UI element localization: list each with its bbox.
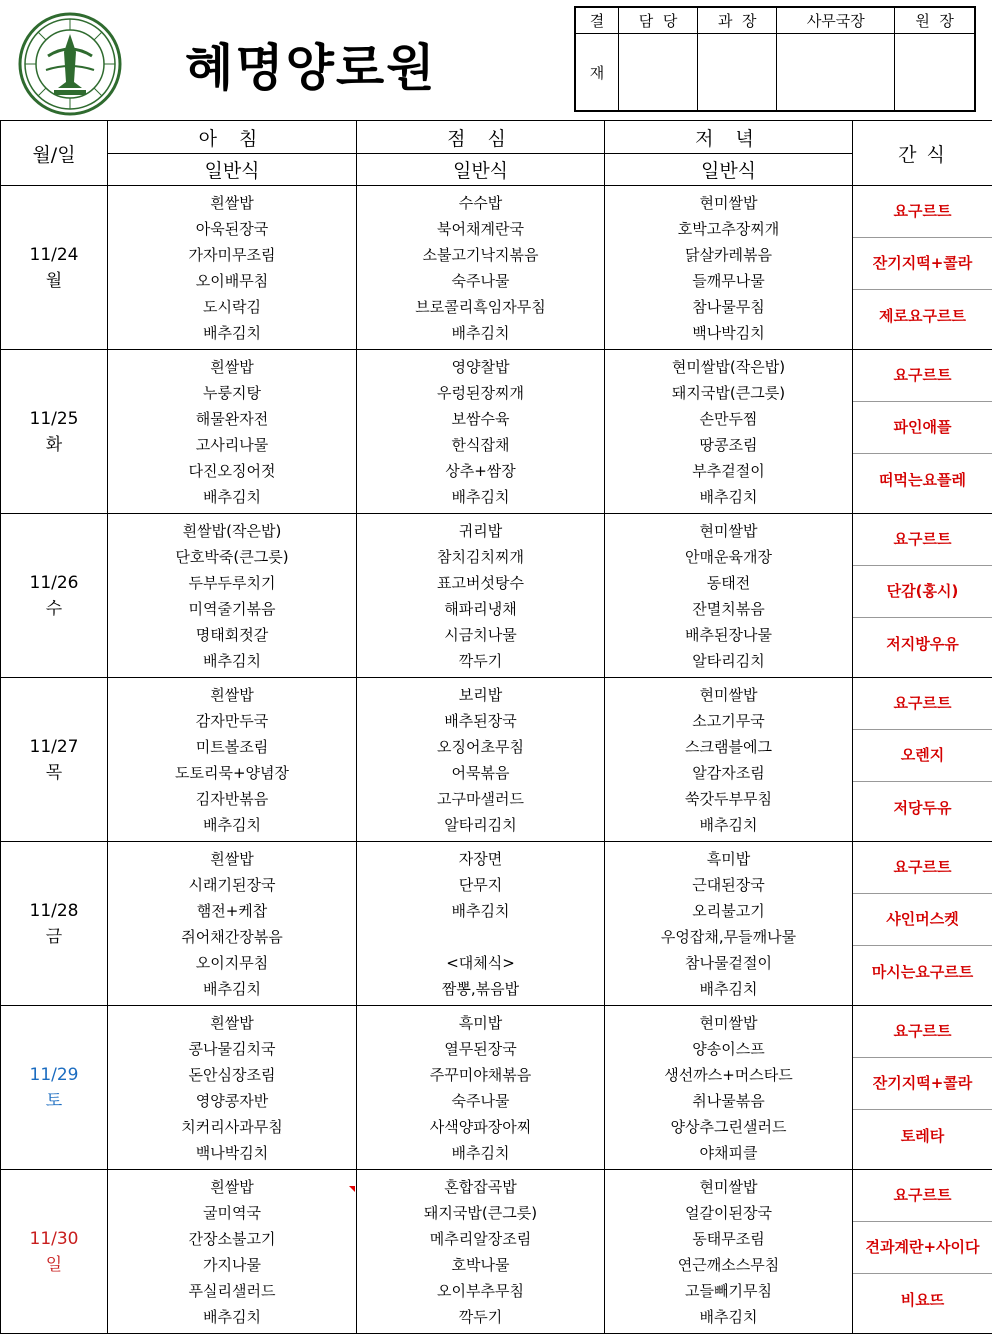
menu-item: 한식잡채 — [451, 435, 510, 454]
menu-item: 숙주나물 — [451, 271, 510, 290]
date-cell — [1, 1170, 108, 1334]
menu-item: 현미쌀밥 — [699, 521, 758, 540]
menu-item: 미역줄기볶음 — [188, 599, 276, 618]
menu-item: 배추김치 — [203, 487, 261, 506]
menu-item: 동태무조림 — [692, 1229, 765, 1248]
facility-title: 혜명양로원 — [185, 39, 437, 97]
snack-item: 요구르트 — [853, 678, 992, 730]
dinner-cell — [605, 842, 853, 1006]
menu-item: 영양찰밥 — [451, 357, 510, 376]
menu-item: 짬뽕,볶음밥 — [441, 979, 520, 998]
snack-cell — [853, 1006, 992, 1170]
snack-cell — [853, 1170, 992, 1334]
snack-item: 제로요구르트 — [879, 306, 966, 325]
weekly-menu-table — [0, 120, 992, 1334]
menu-item: 알타리김치 — [444, 815, 517, 834]
menu-item: 알타리김치 — [692, 651, 765, 670]
day-date: 11/28 — [29, 900, 79, 921]
day-row — [1, 842, 992, 1006]
menu-item: 흰쌀밥 — [210, 1013, 254, 1032]
menu-item: 주꾸미야채볶음 — [429, 1065, 532, 1084]
menu-item: 푸실리샐러드 — [188, 1281, 276, 1300]
menu-item: 호박고추장찌개 — [677, 219, 780, 238]
day-row — [1, 514, 992, 678]
menu-item: 배추된장나물 — [685, 625, 772, 644]
menu-item: 들깨무나물 — [692, 271, 765, 290]
menu-item: 흰쌀밥 — [210, 849, 254, 868]
day-row — [1, 1170, 992, 1334]
menu-item: 현미쌀밥 — [699, 193, 758, 212]
approval-side-label: 결 — [575, 7, 619, 34]
lunch-cell — [357, 1006, 605, 1170]
menu-item: 치커리사과무침 — [181, 1117, 283, 1136]
menu-item: 참치김치찌개 — [437, 547, 524, 566]
menu-item: 고구마샐러드 — [437, 789, 524, 808]
lunch-cell — [357, 186, 605, 350]
breakfast-cell — [108, 678, 357, 842]
date-cell — [1, 514, 108, 678]
menu-item: 생선까스+머스타드 — [664, 1065, 793, 1084]
menu-item: 근대된장국 — [692, 875, 765, 894]
menu-item: 흰쌀밥(작은밥) — [182, 521, 282, 540]
menu-item: 혼합잡곡밥 — [444, 1177, 517, 1196]
lunch-cell — [357, 678, 605, 842]
menu-item: 가자미무조림 — [188, 245, 276, 264]
lunch-cell — [357, 350, 605, 514]
date-cell — [1, 842, 108, 1006]
menu-item: 흰쌀밥 — [210, 1177, 254, 1196]
day-weekday: 금 — [45, 926, 63, 947]
menu-item: 참나물무침 — [692, 297, 765, 316]
menu-item: 쑥갓두부무침 — [685, 789, 772, 808]
snack-item: 요구르트 — [853, 842, 992, 894]
menu-item: 김자반볶음 — [195, 789, 269, 808]
menu-item: 오징어초무침 — [437, 737, 524, 756]
menu-item: 자장면 — [458, 849, 503, 868]
meal-type-label: 일반식 — [108, 154, 357, 186]
meal-type-label: 일반식 — [357, 154, 605, 186]
menu-item: 배추김치 — [451, 323, 510, 342]
menu-item: 깍두기 — [458, 1307, 503, 1326]
lunch-header: 점 심 — [357, 121, 605, 154]
menu-item: 배추김치 — [699, 487, 758, 506]
menu-item: 동태전 — [706, 573, 751, 592]
menu-item: 귀리밥 — [458, 521, 503, 540]
menu-item: 흰쌀밥 — [210, 193, 254, 212]
menu-item — [357, 924, 604, 950]
lunch-cell — [357, 1170, 605, 1334]
menu-item: 호박나물 — [451, 1255, 510, 1274]
menu-item: 배추김치 — [451, 901, 510, 920]
day-weekday: 일 — [45, 1254, 63, 1275]
dinner-cell — [605, 186, 853, 350]
menu-item: 다진오징어젓 — [188, 461, 276, 480]
snack-item: 샤인머스켓 — [853, 894, 992, 946]
menu-item: 백나박김치 — [692, 323, 765, 342]
snack-item: 단감(홍시) — [853, 566, 992, 618]
menu-item: 닭살카레볶음 — [685, 245, 772, 264]
menu-item: 해파리냉채 — [444, 599, 517, 618]
date-cell — [1, 1006, 108, 1170]
snack-item: 요구르트 — [853, 1006, 992, 1058]
menu-item: 고들빼기무침 — [685, 1281, 772, 1300]
snack-cell — [853, 842, 992, 1006]
day-row — [1, 1006, 992, 1170]
menu-item: 참나물겉절이 — [685, 953, 772, 972]
menu-item: 땅콩조림 — [699, 435, 758, 454]
menu-item: 알감자조림 — [692, 763, 765, 782]
menu-item: 누룽지탕 — [203, 383, 261, 402]
menu-item: 배추김치 — [699, 1307, 758, 1326]
dinner-cell — [605, 678, 853, 842]
menu-item: 배추김치 — [203, 979, 261, 998]
menu-item: 현미쌀밥(작은밥) — [671, 357, 786, 376]
menu-item: 콩나물김치국 — [188, 1039, 276, 1058]
dinner-cell — [605, 350, 853, 514]
menu-item: 북어채계란국 — [437, 219, 524, 238]
snack-item: 잔기지떡+콜라 — [853, 238, 992, 290]
menu-item: 가지나물 — [203, 1255, 261, 1274]
menu-item: 돼지국밥(큰그릇) — [671, 383, 786, 402]
snack-column-header: 간 식 — [853, 121, 992, 186]
day-date: 11/25 — [29, 408, 79, 429]
menu-item: 사색양파장아찌 — [429, 1117, 532, 1136]
menu-item: 영양콩자반 — [195, 1091, 269, 1110]
menu-item: 현미쌀밥 — [699, 685, 758, 704]
menu-item: 우렁된장찌개 — [437, 383, 524, 402]
lunch-cell — [357, 514, 605, 678]
menu-item: 현미쌀밥 — [699, 1013, 758, 1032]
approval-signature-cell[interactable] — [619, 34, 698, 112]
menu-item: 두부두루치기 — [188, 573, 276, 592]
menu-item: 돼지국밥(큰그릇) — [423, 1203, 538, 1222]
lunch-cell — [357, 842, 605, 1006]
menu-item: 양송이스프 — [692, 1039, 765, 1058]
menu-item: 감자만두국 — [195, 711, 269, 730]
date-cell — [1, 350, 108, 514]
menu-item: 열무된장국 — [444, 1039, 517, 1058]
menu-item: 소불고기낙지볶음 — [422, 245, 539, 264]
dinner-cell — [605, 1006, 853, 1170]
menu-item: 배추김치 — [699, 979, 758, 998]
approval-role: 사무국장 — [777, 7, 895, 34]
snack-cell — [853, 514, 992, 678]
approval-box — [574, 6, 976, 112]
menu-item: 고사리나물 — [195, 435, 269, 454]
menu-item: 쥐어채간장볶음 — [181, 927, 283, 946]
menu-item: 흑미밥 — [706, 849, 751, 868]
menu-item: 배추김치 — [203, 651, 261, 670]
date-cell — [1, 186, 108, 350]
day-date: 11/29 — [29, 1064, 79, 1085]
menu-item: 배추김치 — [451, 487, 510, 506]
menu-item: 안매운육개장 — [685, 547, 772, 566]
breakfast-cell — [108, 1006, 357, 1170]
menu-item: 시래기된장국 — [188, 875, 276, 894]
menu-item: 소고기무국 — [692, 711, 765, 730]
menu-item: 시금치나물 — [444, 625, 517, 644]
menu-item: 도시락김 — [203, 297, 261, 316]
day-weekday: 화 — [45, 434, 63, 455]
dinner-cell — [605, 1170, 853, 1334]
menu-item: 오리불고기 — [692, 901, 765, 920]
menu-item: 흰쌀밥 — [210, 685, 254, 704]
menu-item: 배추김치 — [203, 815, 261, 834]
breakfast-cell — [108, 1170, 357, 1334]
day-date: 11/30 — [29, 1228, 79, 1249]
emblem-logo-icon — [18, 12, 122, 116]
approval-signature-cell[interactable] — [777, 34, 895, 112]
menu-item: 얼갈이된장국 — [685, 1203, 772, 1222]
menu-item: 미트볼조림 — [195, 737, 269, 756]
meal-type-label: 일반식 — [605, 154, 853, 186]
snack-item: 파인애플 — [853, 402, 992, 454]
menu-item: 보쌈수육 — [451, 409, 510, 428]
snack-item: 견과계란+사이다 — [853, 1222, 992, 1274]
comment-marker-icon — [349, 1186, 355, 1192]
menu-item: 해물완자전 — [195, 409, 269, 428]
snack-item: 비요뜨 — [900, 1290, 945, 1309]
menu-item: 양상추그린샐러드 — [670, 1117, 787, 1136]
menu-item: 보리밥 — [458, 685, 503, 704]
day-weekday: 목 — [45, 762, 63, 783]
menu-item: 배추김치 — [699, 815, 758, 834]
menu-item: 잔멸치볶음 — [692, 599, 765, 618]
snack-item: 마시는요구르트 — [871, 962, 974, 981]
menu-item: 메추리알장조림 — [429, 1229, 532, 1248]
menu-item: 현미쌀밥 — [699, 1177, 758, 1196]
day-weekday: 수 — [45, 598, 63, 619]
snack-item: 요구르트 — [853, 350, 992, 402]
menu-item: 손만두찜 — [699, 409, 758, 428]
menu-item: 배추김치 — [203, 1307, 261, 1326]
day-row — [1, 678, 992, 842]
breakfast-header: 아 침 — [108, 121, 357, 154]
menu-item: 브로콜리흑임자무침 — [415, 297, 546, 316]
dinner-header: 저 녁 — [605, 121, 853, 154]
day-date: 11/26 — [29, 572, 79, 593]
day-weekday: 토 — [45, 1090, 63, 1111]
approval-role: 담 당 — [619, 7, 698, 34]
day-date: 11/24 — [29, 244, 79, 265]
menu-item: 어묵볶음 — [451, 763, 510, 782]
menu-item: 연근깨소스무침 — [677, 1255, 780, 1274]
snack-cell — [853, 350, 992, 514]
menu-item: 취나물볶음 — [692, 1091, 765, 1110]
day-row — [1, 186, 992, 350]
menu-item: 흑미밥 — [458, 1013, 503, 1032]
menu-item: 단무지 — [458, 875, 503, 894]
approval-signature-cell[interactable] — [698, 34, 777, 112]
menu-item: 상추+쌈장 — [445, 461, 516, 480]
day-row — [1, 350, 992, 514]
menu-item: 우엉잡채,무들깨나물 — [660, 927, 797, 946]
approval-signature-cell[interactable] — [895, 34, 975, 112]
snack-item: 요구르트 — [853, 514, 992, 566]
menu-item: 야채피클 — [699, 1143, 758, 1162]
menu-item: 숙주나물 — [451, 1091, 510, 1110]
breakfast-cell — [108, 514, 357, 678]
snack-item: 토레타 — [900, 1126, 945, 1145]
date-cell — [1, 678, 108, 842]
approval-role: 과 장 — [698, 7, 777, 34]
menu-item: 수수밥 — [458, 193, 503, 212]
menu-item: 백나박김치 — [195, 1143, 269, 1162]
menu-item: 명태회젓갈 — [195, 625, 269, 644]
snack-item: 저지방우유 — [886, 634, 959, 653]
menu-item: 단호박죽(큰그릇) — [175, 547, 289, 566]
menu-item: 깍두기 — [458, 651, 503, 670]
snack-cell — [853, 678, 992, 842]
date-column-header: 월/일 — [1, 121, 108, 186]
page-header — [0, 0, 992, 118]
menu-item: 배추김치 — [451, 1143, 510, 1162]
approval-role: 원 장 — [895, 7, 975, 34]
breakfast-cell — [108, 350, 357, 514]
menu-item: 배추된장국 — [444, 711, 517, 730]
snack-item: 잔기지떡+콜라 — [853, 1058, 992, 1110]
menu-item: 오이배무침 — [195, 271, 269, 290]
menu-item: 배추김치 — [203, 323, 261, 342]
menu-item: 부추겉절이 — [692, 461, 765, 480]
menu-item: 굴미역국 — [203, 1203, 261, 1222]
day-date: 11/27 — [29, 736, 79, 757]
menu-item: 표고버섯탕수 — [437, 573, 524, 592]
snack-cell — [853, 186, 992, 350]
snack-item: 요구르트 — [853, 186, 992, 238]
snack-item: 요구르트 — [853, 1170, 992, 1222]
dinner-cell — [605, 514, 853, 678]
snack-item: 떠먹는요플레 — [879, 470, 966, 489]
menu-item: 햄전+케찹 — [196, 901, 268, 920]
menu-item: 도토리묵+양념장 — [175, 763, 289, 782]
breakfast-cell — [108, 842, 357, 1006]
snack-item: 오렌지 — [853, 730, 992, 782]
menu-item: 간장소불고기 — [188, 1229, 276, 1248]
menu-item: 오이부추무침 — [437, 1281, 524, 1300]
menu-item: 흰쌀밥 — [210, 357, 254, 376]
menu-item: 오이지무침 — [195, 953, 269, 972]
day-weekday: 월 — [45, 270, 63, 291]
menu-item: 스크램블에그 — [685, 737, 772, 756]
menu-item: <대체식> — [446, 953, 515, 972]
menu-item: 돈안심장조림 — [188, 1065, 276, 1084]
breakfast-cell — [108, 186, 357, 350]
approval-side-label: 재 — [575, 34, 619, 112]
snack-item: 저당두유 — [893, 798, 952, 817]
menu-item: 아욱된장국 — [195, 219, 269, 238]
